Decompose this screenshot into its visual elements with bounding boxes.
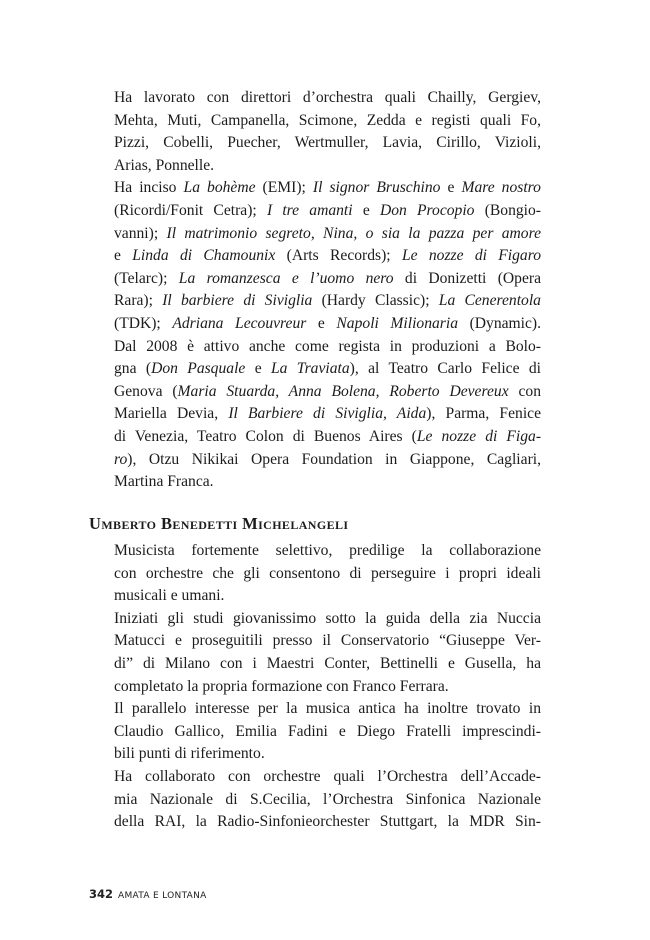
text-line: (TDK); Adriana Lecouvreur e Napoli Milionaria (Dynamic). <box>114 314 542 332</box>
text-line: Mariella Devia, Il Barbiere di Siviglia, Aida), Parma, Fenice <box>114 405 541 423</box>
text-line: Martina Franca. <box>114 473 214 491</box>
text-line: e Linda di Chamounix (Arts Records); Le nozze di Figaro <box>114 247 541 265</box>
page-footer <box>89 883 207 902</box>
text-line: con orchestre che gli consentono di perseguire i propri ideali <box>114 564 541 582</box>
page-number: 342 <box>89 887 114 901</box>
biography-text-1 <box>114 87 541 494</box>
text-line: di” di Milano con i Maestri Conter, Bettinelli e Gusella, ha <box>114 654 541 672</box>
text-line: (Telarc); La romanzesca e l’uomo nero di Donizetti (Opera <box>114 269 541 287</box>
text-line: completato la propria formazione con Franco Ferrara. <box>114 677 449 695</box>
text-line: mia Nazionale di S.Cecilia, l’Orchestra Sinfonica Nazionale <box>114 790 541 808</box>
text-line: Il parallelo interesse per la musica antica ha inoltre trovato in <box>114 700 541 718</box>
text-line: Rara); Il barbiere di Siviglia (Hardy Classic); La Cenerentola <box>114 292 541 310</box>
text-line: Pizzi, Cobelli, Puecher, Wertmuller, Lavia, Cirillo, Vizioli, <box>114 134 541 152</box>
text-line: Dal 2008 è attivo anche come regista in produzioni a Bolo- <box>114 337 541 355</box>
text-line: Mehta, Muti, Campanella, Scimone, Zedda e registi quali Fo, <box>114 111 541 129</box>
text-line: della RAI, la Radio-Sinfonieorchester Stuttgart, la MDR Sin- <box>114 813 541 831</box>
text-line: gna (Don Pasquale e La Traviata), al Teatro Carlo Felice di <box>114 360 541 378</box>
text-line: musicali e umani. <box>114 587 225 605</box>
text-line: Ha inciso La bohème (EMI); Il signor Bruschino e Mare nostro <box>114 179 541 197</box>
text-line: Arias, Ponnelle. <box>114 156 215 174</box>
text-line: Musicista fortemente selettivo, predilige la collaborazione <box>114 542 541 559</box>
running-title: AMATA E LONTANA <box>118 891 207 901</box>
text-line: Genova (Maria Stuarda, Anna Bolena, Roberto Devereux con <box>114 382 541 400</box>
text-line: Claudio Gallico, Emilia Fadini e Diego Fratelli imprescindi- <box>114 722 541 740</box>
text-line: (Ricordi/Fonit Cetra); I tre amanti e Don Procopio (Bongio- <box>114 201 541 219</box>
biography-text-2 <box>114 540 541 834</box>
text-line: Iniziati gli studi giovanissimo sotto la guida della zia Nuccia <box>114 609 541 627</box>
text-line: Matucci e proseguitili presso il Conservatorio “Giuseppe Ver- <box>114 632 541 650</box>
text-line: Ha collaborato con orchestre quali l’Orchestra dell’Accade- <box>114 767 541 785</box>
text-line: ro), Otzu Nikikai Opera Foundation in Giappone, Cagliari, <box>114 450 541 468</box>
text-line: di Venezia, Teatro Colon di Buenos Aires (Le nozze di Figa- <box>114 427 542 445</box>
section-heading: Umberto Benedetti Michelangeli <box>89 514 349 533</box>
text-line: Ha lavorato con direttori d’orchestra quali Chailly, Gergiev, <box>114 89 541 106</box>
text-line: bili punti di riferimento. <box>114 745 265 763</box>
text-line: vanni); Il matrimonio segreto, Nina, o sia la pazza per amore <box>114 224 541 242</box>
